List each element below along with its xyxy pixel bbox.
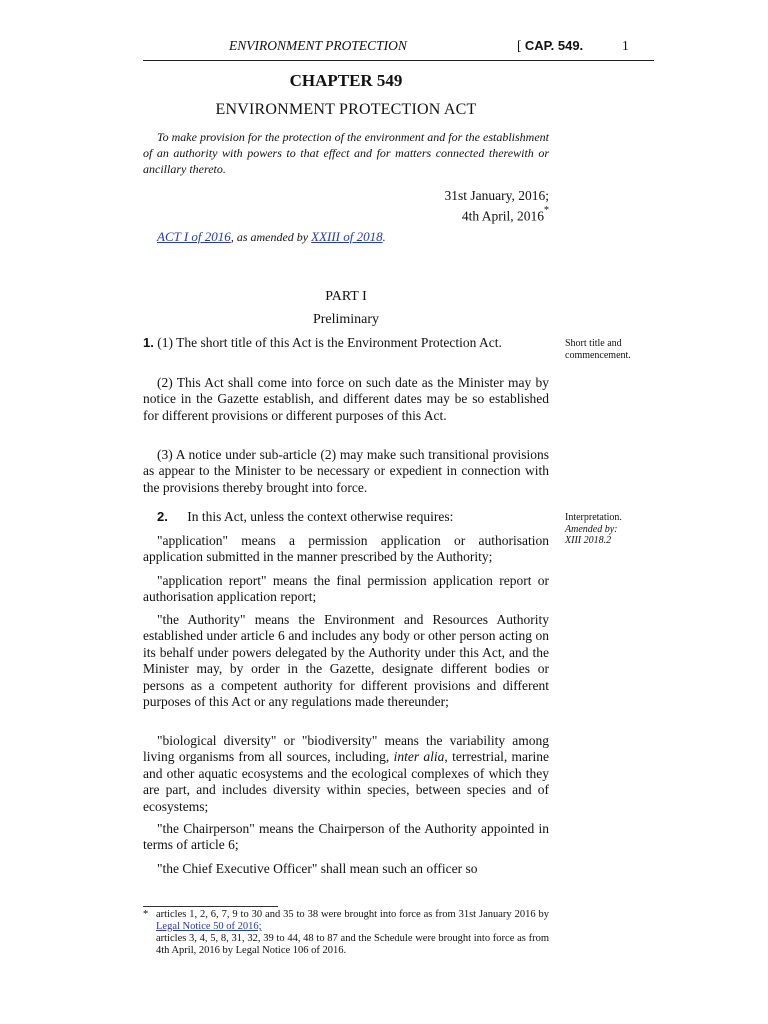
amendment-text: , as amended by [230,230,312,244]
page-number: 1 [622,38,629,53]
margin-amendment-ref-text: XIII 2018.2 [565,535,612,546]
margin-note-article-1: Short title and commencement. [565,338,631,361]
footnote-rule [143,906,278,907]
definition-biodiversity [143,733,549,815]
margin-amended-by-text: Amended by: [565,523,618,535]
header-cap-number: CAP. 549. [524,38,584,53]
act-title: ENVIRONMENT PROTECTION ACT [215,101,477,118]
act-link[interactable]: ACT I of 2016 [157,229,231,244]
header-bracket: [ [517,38,522,53]
part-heading: PART I [325,289,367,304]
margin-interpretation: Interpretation. [565,512,622,523]
definition-chairperson: "the Chairperson" means the Chairperson of the Authority appointed in terms of article 6; [143,821,549,853]
definition-biodiversity-italic: inter alia [393,749,445,765]
article-1-sub-1 [143,335,549,351]
definition-ceo: "the Chief Executive Officer" shall mean such an officer so [157,861,478,876]
article-2-intro [143,509,549,525]
footnote [143,909,549,957]
article-1-number: 1. [143,335,154,350]
definition-application-report: "application report" means the final permission application report or authorisation application report; [143,573,549,605]
margin-amended-by [565,524,655,536]
article-2-number: 2. [157,509,168,524]
commencement-dates [300,187,549,225]
part-title: Preliminary [312,312,380,327]
amendment-end: . [382,230,386,244]
article-1-sub-1-text: (1) The short title of this Act is the Environment Protection Act. [157,335,502,350]
margin-note-article-2 [565,512,655,547]
footnote-line-1-text: articles 1, 2, 6, 7, 9 to 30 and 35 to 38 were brought into force as from 31st January 2016 by [156,909,549,920]
running-header-cap [517,38,583,54]
chapter-heading: CHAPTER 549 [289,71,403,90]
legal-notice-link[interactable]: Legal Notice 50 of 2016; [156,921,262,932]
footnote-star: * [143,909,149,920]
amending-act-link[interactable]: XXIII of 2018 [311,229,383,244]
footnote-marker[interactable]: * [544,205,549,216]
long-title-preamble: To make provision for the protection of the environment and for the establishment of an authority with powers to that effect and for matters connected therewith or ancillary thereto. [143,130,549,176]
definition-application: "application" means a permission application or authorisation application submitted in the manner prescribed by the Authority; [143,533,549,565]
definition-authority: "the Authority" means the Environment and Resources Authority established under article 6 and includes any body or other person acting on its behalf under powers delegated by the Authority under this Act, and the Minister may, by order in the Gazette, designate different bodies or persons as a competent authority for different provisions and different purposes of this Act or any regulations made thereunder; [143,612,549,710]
amendment-line [157,229,386,245]
header-rule [143,60,654,61]
footnote-line-2: articles 3, 4, 5, 8, 31, 32, 39 to 44, 48 to 87 and the Schedule were brought into force as from 4th April, 2016 by Legal Notice 106 of 2016. [156,933,549,956]
definition-biodiversity-a: "biological diversity" or "biodiversity" means the variability among living organisms from all sources, including, [143,733,549,765]
margin-amendment-ref [565,535,655,547]
running-header-title: ENVIRONMENT PROTECTION [229,38,407,53]
footnote-line-1 [156,909,549,933]
definition-biodiversity-b: , terrestrial, marine and other aquatic ecosystems and the ecological complexes of which they are part, and includes diversity within species, between species and of ecosystems; [143,749,549,814]
date-line-2-text: 4th April, 2016 [461,208,544,224]
article-1-sub-2: (2) This Act shall come into force on such date as the Minister may by notice in the Gazette establish, and different dates may be so established for different provisions or different purposes of this Act. [143,375,549,423]
date-line-2 [300,204,549,225]
article-1-sub-3: (3) A notice under sub-article (2) may make such transitional provisions as appear to the Minister to be necessary or expedient in connection with the provisions thereby brought into force. [143,447,549,495]
date-line-1: 31st January, 2016; [444,188,549,203]
article-2-intro-text: In this Act, unless the context otherwise requires: [187,509,454,524]
